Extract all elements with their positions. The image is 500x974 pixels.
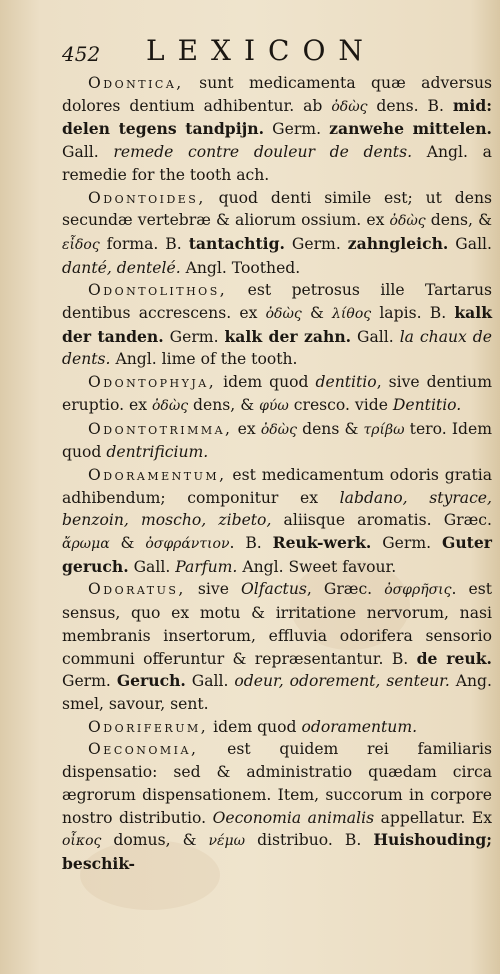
blackletter-term: kalk der tanden. [62, 303, 493, 346]
dictionary-entry [62, 738, 492, 875]
greek-term: ὀδὼς [389, 213, 426, 230]
entry-text: . est sensus, quo ex motu & irritatione nervorum, nasi membranis insertorum, effluvia odorifera sensorio communi offeruntur & repræsentantur. B. [62, 580, 492, 668]
entry-text: Gall. [185, 672, 235, 691]
entry-text: dens, & [425, 211, 492, 230]
entry-text: & [109, 534, 146, 553]
italic-term: dentrificium. [106, 443, 209, 462]
italic-term: la chaux de dents. [62, 327, 492, 369]
entry-text: Germ. [371, 534, 442, 553]
entry-text: Germ. [284, 234, 348, 253]
italic-term: labdano, styrace, benzoin, moscho, zibeto, [62, 488, 492, 530]
entry-text: est quidem rei familiaris dispensatio: sed & administratio quædam circa ægrorum dispensationem. Item, succorum in corpore nostro distributio. [62, 740, 492, 827]
entry-text: & [301, 304, 333, 323]
entry-text: domus, & [101, 831, 209, 850]
entry-text: sunt medicamenta quæ adversus dolores dentium adhibentur. ab [62, 74, 492, 115]
greek-term: ὀδὼς [151, 397, 189, 414]
entry-headword: Oeconomia, [88, 740, 199, 759]
entry-text: Gall. [448, 234, 492, 253]
entry-text: . B. [229, 534, 273, 553]
italic-term: Oeconomia animalis [212, 808, 375, 827]
greek-term: τρίβω [363, 421, 405, 438]
dictionary-entry [62, 187, 492, 280]
entry-text: idem quod [208, 717, 302, 736]
entry-headword: Odontolithos, [88, 281, 228, 300]
dictionary-entry [62, 716, 492, 739]
page-header [62, 34, 482, 68]
italic-term: Parfum. [175, 557, 238, 576]
blackletter-term: kalk der zahn. [224, 326, 352, 346]
blackletter-term: zahngleich. [347, 233, 449, 253]
greek-term: φύω [259, 397, 289, 414]
entry-text: , Græc. [306, 580, 385, 599]
entry-text: quod denti simile est; ut dens secundæ vertebræ & aliorum ossium. ex [62, 188, 492, 230]
greek-term: ὀδὼς [265, 306, 302, 323]
entry-text: Germ. [264, 120, 330, 139]
entry-text: Gall. [128, 557, 176, 576]
entry-text: Ang. smel, savour, sent. [62, 672, 492, 713]
entry-headword: Odontophyja, [88, 373, 217, 392]
blackletter-term: Huishouding; beschik- [62, 830, 492, 873]
entry-text: ex [232, 419, 261, 438]
greek-term: νέμω [208, 833, 246, 850]
entry-text: aliisque aromatis. Græc. [271, 511, 492, 530]
entry-text: dens & [296, 419, 364, 438]
greek-term: ὀσφράντιον [145, 536, 230, 553]
entry-text: appellatur. Ex [374, 808, 492, 827]
italic-term: danté, dentelé. [62, 258, 181, 277]
greek-term: ὀδὼς [260, 421, 297, 438]
italic-term: odoramentum. [301, 717, 418, 736]
entry-headword: Odontoides, [88, 188, 206, 207]
greek-term: ὀδὼς [331, 98, 368, 115]
entry-headword: Odontotrimma, [88, 419, 233, 438]
page-number: 452 [62, 42, 101, 66]
entry-text: idem quod [216, 373, 316, 392]
italic-term: Olfactus [240, 580, 307, 599]
running-title: LEXICON [146, 34, 376, 67]
entry-text: lapis. B. [371, 304, 455, 323]
entry-text: Angl. Sweet favour. [237, 557, 397, 576]
blackletter-term: tantachtig. [188, 233, 285, 253]
greek-term: λίθος [332, 306, 372, 323]
italic-term: odeur, odorement, senteur. [234, 672, 450, 691]
blackletter-term: Reuk-werk. [272, 533, 372, 553]
entry-headword: Odontica, [88, 74, 184, 92]
blackletter-term: mid: delen tegens tandpijn. [62, 95, 493, 139]
greek-term: ὀσφρῆσις [384, 582, 452, 599]
dictionary-entries [62, 72, 492, 876]
entry-text: Angl. a remedie for the tooth ach. [62, 143, 492, 184]
entry-text: cresco. vide [288, 395, 393, 414]
dictionary-entry [62, 418, 492, 464]
blackletter-term: Guter geruch. [62, 533, 492, 576]
dictionary-entry [62, 72, 492, 187]
blackletter-term: de reuk. [416, 648, 492, 668]
dictionary-entry [62, 578, 492, 715]
blackletter-term: zanwehe mittelen. [329, 119, 492, 139]
entry-text: tero. Idem quod [62, 419, 493, 462]
greek-term: εἶδος [62, 236, 100, 253]
entry-text: , sive dentium eruptio. ex [62, 373, 492, 414]
entry-text: dens. B. [367, 96, 453, 115]
entry-text: est medicamentum odoris gratia adhibendum; componitur ex [62, 465, 492, 507]
entry-text: dens, & [188, 395, 260, 414]
italic-term: Dentitio. [392, 395, 462, 414]
entry-text: sive [185, 580, 241, 599]
greek-term: οἶκος [62, 833, 102, 850]
entry-headword: Odoramentum, [88, 465, 227, 484]
dictionary-entry [62, 371, 492, 417]
entry-text: Germ. [163, 327, 225, 346]
italic-term: remede contre douleur de dents. [113, 143, 413, 162]
greek-term: ἄρωμα [62, 536, 110, 553]
entry-text: Angl. Toothed. [180, 258, 301, 277]
dictionary-entry [62, 279, 492, 371]
entry-text: Germ. [62, 672, 117, 691]
entry-text: forma. B. [99, 234, 189, 253]
entry-headword: Odoriferum, [88, 717, 209, 736]
italic-term: dentitio [315, 373, 377, 392]
dictionary-entry [62, 464, 492, 579]
entry-text: Angl. lime of the tooth. [110, 350, 298, 369]
entry-text: Gall. [351, 327, 400, 346]
entry-text: Gall. [62, 143, 114, 162]
entry-headword: Odoratus, [88, 580, 186, 599]
blackletter-term: Geruch. [116, 671, 186, 691]
entry-text: est petrosus ille Tartarus dentibus accrescens. ex [62, 281, 492, 323]
entry-text: distribuo. B. [245, 831, 374, 850]
